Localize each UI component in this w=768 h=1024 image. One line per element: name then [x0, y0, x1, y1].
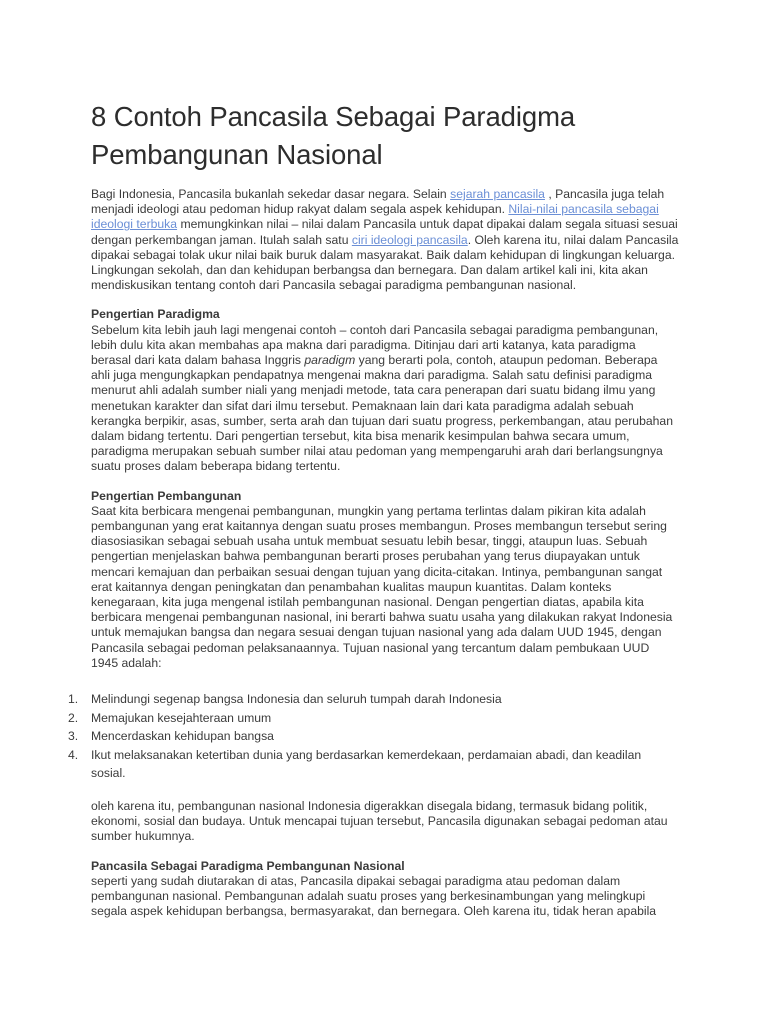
- link-sejarah-pancasila[interactable]: sejarah pancasila: [450, 187, 545, 201]
- goals-list: [68, 690, 679, 783]
- intro-text-4: . Oleh karena itu, nilai dalam Pancasila dipakai sebagai tolak ukur nilai baik buruk dalam masyarakat. Baik dalam kehidupan di lingkungan keluarga. Lingkungan sekolah, dan dan kehidupan berbangsa dan bernegara. Dan dalam artikel kali ini, kita akan mendiskusikan tentang contoh dari Pancasila sebagai paradigma pembangunan nasional.: [91, 232, 679, 293]
- section-paradigma: [91, 307, 679, 474]
- document-page: [68, 98, 679, 919]
- list-item: [68, 746, 679, 783]
- paradigma-pembangunan-paragraph: seperti yang sudah diutarakan di atas, Pancasila dipakai sebagai paradigma atau pedoman dalam pembangunan nasional. Pembangunan adalah suatu proses yang berkesinambungan yang melingkupi segala aspek kehidupan berbangsa, bermasyarakat, dan bernegara. Oleh karena itu, tidak heran apabila: [91, 873, 657, 919]
- list-text: Ikut melaksanakan ketertiban dunia yang berdasarkan kemerdekaan, perdamaian abadi, dan keadilan sosial.: [91, 747, 642, 781]
- list-text: Memajukan kesejahteraan umum: [91, 710, 272, 725]
- intro-paragraph: [91, 187, 679, 293]
- pembangunan-paragraph: Saat kita berbicara mengenai pembangunan, mungkin yang pertama terlintas dalam pikiran kita adalah pembangunan yang erat kaitannya dengan suatu proses membangun. Proses membangun tersebut sering diasosiasikan sebagai sebuah usaha untuk membuat sesuatu lebih besar, tinggi, ataupun luas. Sebuah pengertian menjelaskan bahwa pembangunan berarti proses perubahan yang terus diupayakan untuk mencari kemajuan dan perbaikan sesuai dengan tujuan yang dicita-citakan. Intinya, pembangunan sangat erat kaitannya dengan peningkatan dan penambahan kualitas maupun kuantitas. Dalam konteks kenegaraan, kita juga mengenal istilah pembangunan nasional. Dengan pengertian diatas, apabila kita berbicara mengenai pembangunan nasional, ini berarti bahwa suatu usaha yang dilakukan rakyat Indonesia untuk memajukan bangsa dan negara sesuai dengan tujuan nasional yang ada dalam UUD 1945, dengan Pancasila sebagai pedoman pelaksanaannya. Tujuan nasional yang tercantum dalam pembukaan UUD 1945 adalah:: [91, 503, 673, 670]
- after-list-paragraph: oleh karena itu, pembangunan nasional Indonesia digerakkan disegala bidang, termasuk bidang politik, ekonomi, sosial dan budaya. Untuk mencapai tujuan tersebut, Pancasila digunakan sebagai pedoman atau sumber hukumnya.: [91, 799, 668, 844]
- heading-pengertian-paradigma: Pengertian Paradigma: [91, 307, 220, 322]
- link-ciri-ideologi[interactable]: ciri ideologi pancasila: [351, 232, 468, 247]
- intro-text-2: , Pancasila juga telah menjadi ideologi atau pedoman hidup rakyat dalam segala aspek kehidupan.: [91, 187, 665, 217]
- paradigma-text-2: yang berarti pola, contoh, ataupun pedoman. Beberapa ahli juga mengungkapkan pendapatnya mengenai makna dari paradigma. Salah satu definisi paradigma menurut ahli adalah sumber niali yang menjadi metode, tata cara penerapan dari suatu bidang ilmu yang menetukan karakter dan sifat dari ilmu tersebut. Pemaknaan lain dari kata paradigma adalah sebuah kerangka berpikir, asas, sumber, serta arah dan tujuan dari suatu progress, perkembangan, atau perubahan dalam bidang tertentu. Dari pengertian tersebut, kita bisa menarik kesimpulan bahwa secara umum, paradigma merupakan sebuah sumber nilai atau pedoman yang mempengaruhi arah dari berlangsungnya suatu proses dalam beberapa bidang tertentu.: [91, 353, 673, 474]
- paradigm-italic: paradigm: [304, 353, 356, 368]
- list-number: 4.: [68, 747, 79, 762]
- list-text: Melindungi segenap bangsa Indonesia dan seluruh tumpah darah Indonesia: [91, 692, 502, 707]
- paradigma-text-1: Sebelum kita lebih jauh lagi mengenai contoh – contoh dari Pancasila sebagai paradigma pembangunan, lebih dulu kita akan membahas apa makna dari paradigma. Ditinjau dari arti katanya, kata paradigma berasal dari kata dalam bahasa Inggris: [91, 322, 659, 368]
- list-text: Mencerdaskan kehidupan bangsa: [91, 729, 274, 744]
- list-item: [68, 690, 679, 709]
- intro-text-1: Bagi Indonesia, Pancasila bukanlah sekedar dasar negara. Selain: [91, 187, 451, 201]
- section-pembangunan: [91, 489, 679, 671]
- list-item: [68, 727, 679, 746]
- intro-text-3: memungkinkan nilai – nilai dalam Pancasila untuk dapat dipakai dalam segala situasi sesuai dengan perkembangan jaman. Itulah salah satu: [91, 217, 678, 247]
- section-paradigma-pembangunan: [91, 859, 679, 920]
- list-number: 3.: [68, 729, 79, 744]
- paradigma-paragraph: [91, 323, 679, 475]
- list-number: 1.: [68, 692, 79, 707]
- list-number: 2.: [68, 710, 79, 725]
- list-item: [68, 709, 679, 728]
- link-ideologi-terbuka[interactable]: Nilai-nilai pancasila sebagai ideologi terbuka: [91, 202, 659, 232]
- heading-paradigma-pembangunan: Pancasila Sebagai Paradigma Pembangunan Nasional: [91, 858, 405, 873]
- article-title: 8 Contoh Pancasila Sebagai Paradigma Pembangunan Nasional: [91, 101, 576, 170]
- heading-pengertian-pembangunan: Pengertian Pembangunan: [91, 488, 242, 503]
